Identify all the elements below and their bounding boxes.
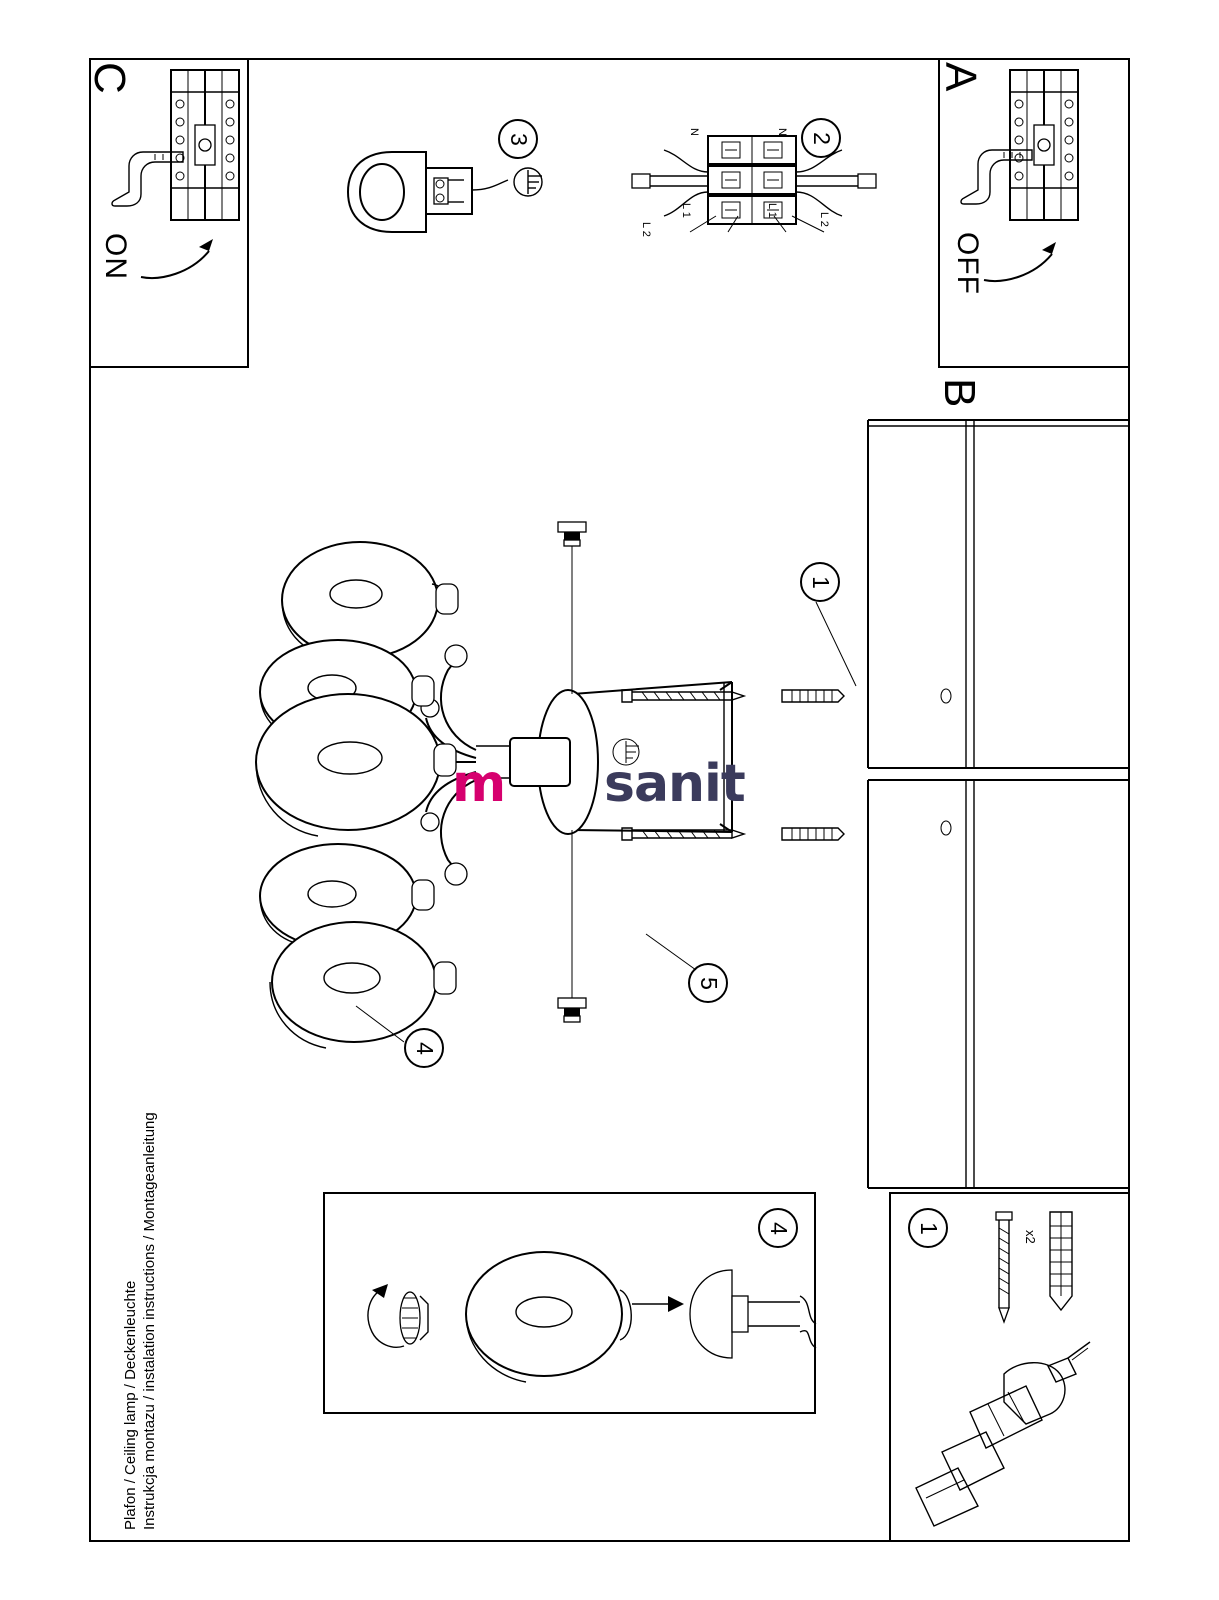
step-4-detail-illustration bbox=[340, 1230, 800, 1400]
document-title-line-2: Plafon / Ceiling lamp / Deckenleuchte bbox=[122, 1280, 139, 1530]
step-4-badge: 4 bbox=[404, 1028, 444, 1068]
step-3-illustration bbox=[330, 140, 560, 250]
terminal-label-l1-right: L 1 bbox=[766, 203, 778, 218]
terminal-label-l1-left: L 1 bbox=[680, 203, 692, 218]
arrow-icon bbox=[984, 242, 1056, 281]
panel-a-breaker-illustration bbox=[950, 60, 1130, 360]
drill-illustration bbox=[900, 1350, 1120, 1540]
terminal-label-n-right: N bbox=[776, 128, 788, 136]
step-5-badge: 5 bbox=[688, 963, 728, 1003]
parts-screw-quantity: x2 bbox=[1023, 1230, 1038, 1244]
brand-logo-mark: m bbox=[452, 754, 506, 814]
earth-ground-icon bbox=[514, 168, 542, 196]
panel-a-switch-state: OFF bbox=[951, 232, 984, 295]
panel-c-breaker-illustration bbox=[95, 60, 255, 360]
step-2-badge: 2 bbox=[801, 118, 841, 158]
step-3-badge: 3 bbox=[498, 119, 538, 159]
step-5-leader bbox=[640, 930, 710, 986]
panel-b-letter: B bbox=[935, 378, 984, 408]
step-2-wiring-illustration bbox=[620, 128, 880, 238]
wall-plug-icon bbox=[1050, 1212, 1072, 1310]
panel-b-ceiling-illustration bbox=[866, 408, 1131, 1198]
step-1-badge: 1 bbox=[800, 562, 840, 602]
screw-icon bbox=[996, 1212, 1012, 1322]
arrow-icon bbox=[141, 239, 213, 278]
brand-logo-text: sanit bbox=[604, 754, 745, 814]
step-4-detail-badge: 4 bbox=[758, 1208, 798, 1248]
bolt-icon bbox=[558, 998, 586, 1022]
terminal-label-l2-left: L 2 bbox=[640, 222, 652, 237]
bolt-icon bbox=[558, 522, 586, 546]
document-title-line-1: Instrukcja montazu / instalation instructions / Montageanleitung bbox=[141, 1112, 158, 1530]
parts-badge: 1 bbox=[908, 1208, 948, 1248]
panel-a-letter: A bbox=[936, 62, 985, 92]
panel-c-switch-state: ON bbox=[99, 233, 132, 280]
panel-c-letter: C bbox=[85, 62, 134, 94]
terminal-label-n-left: N bbox=[688, 128, 700, 136]
parts-illustration bbox=[980, 1200, 1130, 1330]
brand-logo bbox=[452, 754, 752, 830]
step-4-leader bbox=[352, 1000, 422, 1056]
terminal-label-l2-right: L 2 bbox=[818, 212, 830, 227]
